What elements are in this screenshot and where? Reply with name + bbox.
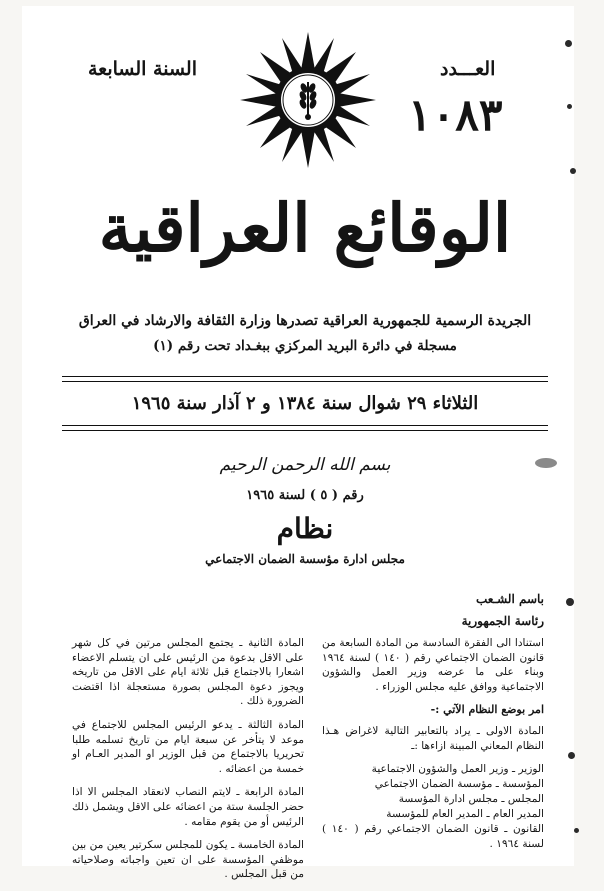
issue-label: العـــدد <box>440 58 496 80</box>
article-5: المادة الخامسة ـ يكون للمجلس سكرتير يعين من بين موظفي المؤسسة على ان تعين واجباته وصلاحياته من قبل المجلس . <box>72 839 304 881</box>
subtitle-line-1: الجريدة الرسمية للجمهورية العراقية تصدرها وزارة الثقافة والارشاد في العراق <box>78 313 532 329</box>
article-1: المادة الاولى ـ يراد بالتعابير التالية لاغراض هـذا النظام المعاني المبينة ازاءها :ـ <box>322 724 544 752</box>
heading-in-name-of-people: باسم الشـعب <box>476 592 544 606</box>
bottom-rule-double <box>62 430 548 431</box>
top-rule-double <box>62 381 548 382</box>
decree-heading: امر بوضع النظام الآتي :- <box>430 703 544 717</box>
scan-speck <box>574 828 579 833</box>
bottom-rule <box>62 425 548 426</box>
republic-emblem-icon <box>238 30 378 170</box>
definition-item: المؤسسة ـ مؤسسة الضمان الاجتماعي <box>374 778 544 791</box>
issue-number: ١٠٨٣ <box>408 90 503 141</box>
issue-date: الثلاثاء ٢٩ شوال سنة ١٣٨٤ و ٢ آذار سنة ١٩٦٥ <box>131 393 479 414</box>
regulation-word: نظام <box>276 512 334 545</box>
article-3: المادة الثالثة ـ يدعو الرئيس المجلس للاجتماع في موعد لا يتأخر عن سبعة ايام من تاريخ تسلمه طلبا تحريريا بالاجتماع من قبل الوزير او المدير العـام او خمسة من اعضائه . <box>72 718 304 775</box>
heading-presidency: رئاسة الجمهورية <box>461 614 544 628</box>
regulation-number: رقم ( ٥ ) لسنة ١٩٦٥ <box>246 488 364 503</box>
definition-item: القانون ـ قانون الضمان الاجتماعي رقم ( ١٤٠ ) لسنة ١٩٦٤ . <box>322 823 544 851</box>
right-column <box>322 636 544 852</box>
definitions-list <box>322 762 544 852</box>
scan-speck <box>570 168 576 174</box>
scan-speck <box>568 752 575 759</box>
year-label: السنة السابعة <box>88 58 197 80</box>
gazette-title: الوقائع العراقية <box>98 189 512 267</box>
subtitle-line-2: مسجلة في دائرة البريد المركزي ببغـداد تحت رقم (١) <box>153 338 457 354</box>
intro-paragraph: استنادا الى الفقرة السادسة من المادة السابعة من قانون الضمان الاجتماعي رقم ( ١٤٠ ) لسنة ١٩٦٤ وبناء على ما عرضه وزير العمل والشؤون الاجتماعية ووافق عليه مجلس الوزراء . <box>322 637 545 693</box>
scan-smudge <box>535 458 557 468</box>
top-rule <box>62 376 548 377</box>
definition-item: المجلس ـ مجلس ادارة المؤسسة <box>398 793 544 806</box>
scan-speck <box>565 40 572 47</box>
regulation-subject: مجلس ادارة مؤسسة الضمان الاجتماعي <box>205 552 405 566</box>
definition-item: المدير العام ـ المدير العام للمؤسسة <box>386 808 544 821</box>
article-2: المادة الثانية ـ يجتمع المجلس مرتين في كل شهر على الاقل بدعوة من الرئيس على ان يتسلم الاعضاء اشعارا بالاجتماع قبل ثلاثة ايام على الاقل من تاريخه ويجوز دعوة المجلس بصورة مستعجلة اذا اقتضت الضرورة ذلك . <box>72 637 304 708</box>
basmala: بسم الله الرحمن الرحيم <box>219 455 391 475</box>
definition-item: الوزير ـ وزير العمل والشؤون الاجتماعية <box>371 763 544 776</box>
article-4: المادة الرابعة ـ لايتم النصاب لانعقاد المجلس الا اذا حضر الجلسة ستة من اعضائه على الاقل ويشمل ذلك الرئيس أو من يقوم مقامه . <box>72 786 304 828</box>
scan-speck <box>567 104 572 109</box>
left-column <box>72 636 304 891</box>
scan-speck <box>566 598 574 606</box>
